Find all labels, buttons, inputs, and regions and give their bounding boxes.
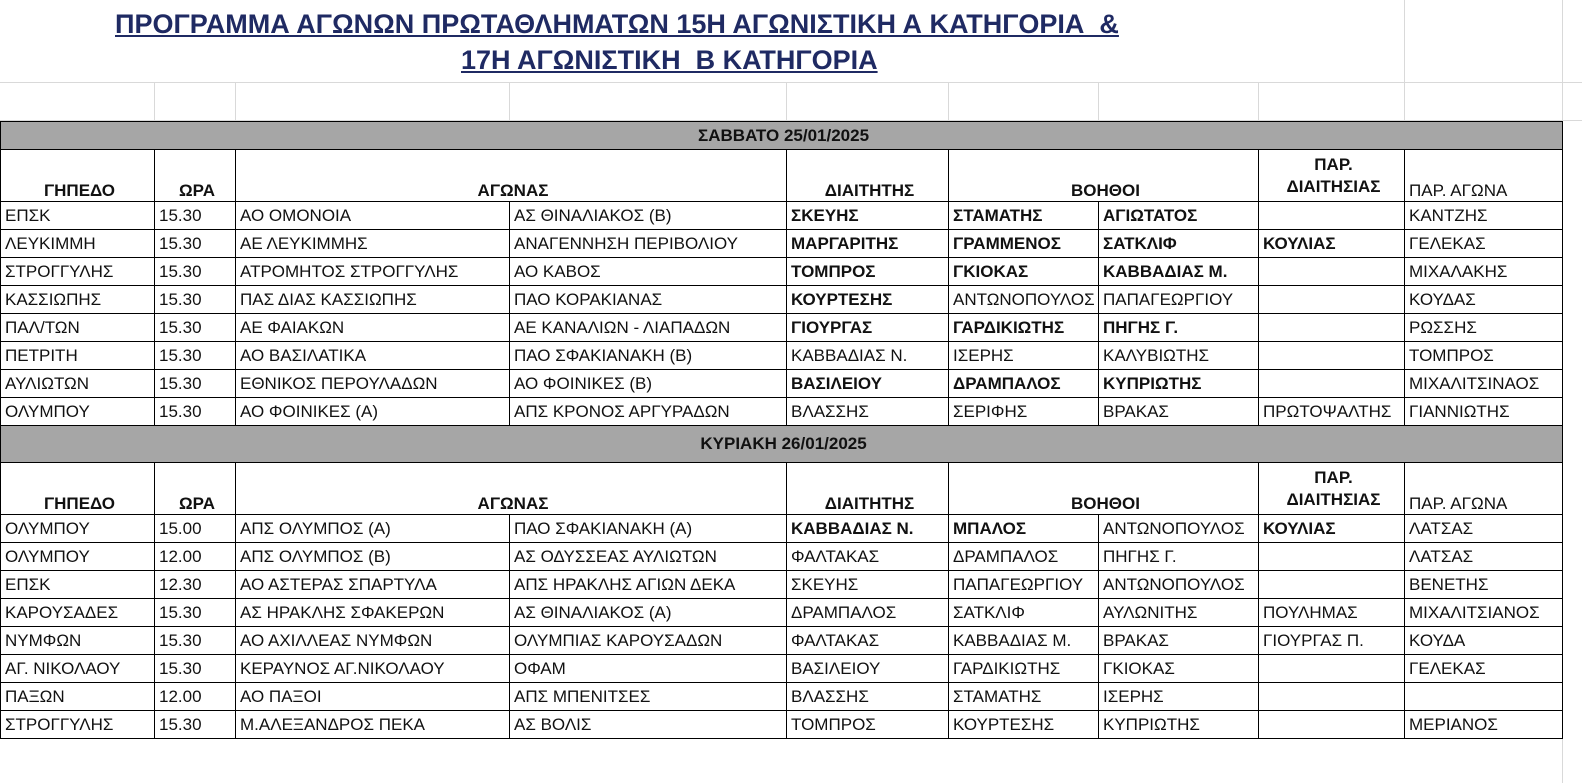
cell-referee: ΦΑΛΤΑΚΑΣ (787, 543, 949, 571)
header-referee: ΔΙΑΙΤΗΤΗΣ (787, 463, 949, 515)
cell-venue: ΟΛΥΜΠΟΥ (1, 398, 155, 426)
cell-assistant-2: ΠΗΓΗΣ Γ. (1099, 543, 1259, 571)
cell-match-observer: ΓΕΛΕΚΑΣ (1405, 230, 1563, 258)
table-row (1, 370, 1563, 398)
cell-venue: ΣΤΡΟΓΓΥΛΗΣ (1, 258, 155, 286)
cell-assistant-1: ΣΤΑΜΑΤΗΣ (949, 683, 1099, 711)
fixtures-table (0, 121, 1563, 739)
cell-assistant-2: ΠΗΓΗΣ Γ. (1099, 314, 1259, 342)
cell-assistant-2: ΙΣΕΡΗΣ (1099, 683, 1259, 711)
cell-venue: ΝΥΜΦΩΝ (1, 627, 155, 655)
cell-assistant-1: ΓΡΑΜΜΕΝΟΣ (949, 230, 1099, 258)
cell-assistant-2: ΚΑΒΒΑΔΙΑΣ Μ. (1099, 258, 1259, 286)
table-row (1, 515, 1563, 543)
cell-assistant-1: ΣΑΤΚΛΙΦ (949, 599, 1099, 627)
cell-ref-observer (1259, 571, 1405, 599)
table-row (1, 286, 1563, 314)
header-ref-observer-line1: ΠΑΡ. (1314, 154, 1353, 174)
cell-time: 15.30 (155, 655, 236, 683)
header-referee: ΔΙΑΙΤΗΤΗΣ (787, 150, 949, 202)
cell-home-team: ΑΟ ΠΑΞΟΙ (236, 683, 510, 711)
cell-home-team: ΑΕ ΦΑΙΑΚΩΝ (236, 314, 510, 342)
cell-ref-observer (1259, 683, 1405, 711)
cell-away-team: ΟΛΥΜΠΙΑΣ ΚΑΡΟΥΣΑΔΩΝ (510, 627, 787, 655)
cell-ref-observer: ΓΙΟΥΡΓΑΣ Π. (1259, 627, 1405, 655)
cell-time: 15.30 (155, 711, 236, 739)
cell-match-observer: ΡΩΣΣΗΣ (1405, 314, 1563, 342)
cell-assistant-1: ΓΑΡΔΙΚΙΩΤΗΣ (949, 655, 1099, 683)
cell-assistant-1: ΓΚΙΟΚΑΣ (949, 258, 1099, 286)
cell-assistant-1: ΚΑΒΒΑΔΙΑΣ Μ. (949, 627, 1099, 655)
cell-match-observer: ΜΙΧΑΛΑΚΗΣ (1405, 258, 1563, 286)
cell-match-observer: ΛΑΤΣΑΣ (1405, 515, 1563, 543)
cell-referee: ΤΟΜΠΡΟΣ (787, 258, 949, 286)
cell-home-team: ΕΘΝΙΚΟΣ ΠΕΡΟΥΛΑΔΩΝ (236, 370, 510, 398)
cell-ref-observer (1259, 370, 1405, 398)
cell-home-team: ΑΠΣ ΟΛΥΜΠΟΣ (Α) (236, 515, 510, 543)
cell-venue: ΠΕΤΡΙΤΗ (1, 342, 155, 370)
cell-match-observer: ΤΟΜΠΡΟΣ (1405, 342, 1563, 370)
header-assistants: ΒΟΗΘΟΙ (949, 463, 1259, 515)
cell-time: 12.30 (155, 571, 236, 599)
cell-venue: ΕΠΣΚ (1, 571, 155, 599)
cell-away-team: ΑΟ ΚΑΒΟΣ (510, 258, 787, 286)
cell-ref-observer: ΚΟΥΛΙΑΣ (1259, 230, 1405, 258)
cell-assistant-1: ΚΟΥΡΤΕΣΗΣ (949, 711, 1099, 739)
cell-referee: ΒΛΑΣΣΗΣ (787, 683, 949, 711)
cell-assistant-1: ΔΡΑΜΠΑΛΟΣ (949, 370, 1099, 398)
cell-assistant-2: ΒΡΑΚΑΣ (1099, 627, 1259, 655)
cell-venue: ΟΛΥΜΠΟΥ (1, 515, 155, 543)
cell-venue: ΚΑΡΟΥΣΑΔΕΣ (1, 599, 155, 627)
cell-time: 15.30 (155, 627, 236, 655)
cell-away-team: ΑΠΣ ΗΡΑΚΛΗΣ ΑΓΙΩΝ ΔΕΚΑ (510, 571, 787, 599)
cell-assistant-1: ΙΣΕΡΗΣ (949, 342, 1099, 370)
cell-time: 12.00 (155, 683, 236, 711)
cell-assistant-1: ΑΝΤΩΝΟΠΟΥΛΟΣ (949, 286, 1099, 314)
cell-assistant-2: ΒΡΑΚΑΣ (1099, 398, 1259, 426)
cell-match-observer: ΒΕΝΕΤΗΣ (1405, 571, 1563, 599)
cell-match-observer: ΚΟΥΔΑ (1405, 627, 1563, 655)
page-title (115, 6, 1405, 78)
cell-assistant-1: ΔΡΑΜΠΑΛΟΣ (949, 543, 1099, 571)
cell-time: 15.30 (155, 314, 236, 342)
cell-assistant-2: ΚΥΠΡΙΩΤΗΣ (1099, 711, 1259, 739)
cell-venue: ΑΓ. ΝΙΚΟΛΑΟΥ (1, 655, 155, 683)
cell-away-team: ΑΣ ΟΔΥΣΣΕΑΣ ΑΥΛΙΩΤΩΝ (510, 543, 787, 571)
cell-home-team: ΑΟ ΦΟΙΝΙΚΕΣ (Α) (236, 398, 510, 426)
table-row (1, 258, 1563, 286)
cell-time: 15.30 (155, 286, 236, 314)
header-time: ΩΡΑ (155, 150, 236, 202)
cell-ref-observer (1259, 342, 1405, 370)
cell-referee: ΔΡΑΜΠΑΛΟΣ (787, 599, 949, 627)
cell-assistant-2: ΚΑΛΥΒΙΩΤΗΣ (1099, 342, 1259, 370)
cell-referee: ΣΚΕΥΗΣ (787, 571, 949, 599)
cell-home-team: Μ.ΑΛΕΞΑΝΔΡΟΣ ΠΕΚΑ (236, 711, 510, 739)
cell-time: 15.30 (155, 398, 236, 426)
cell-match-observer: ΛΑΤΣΑΣ (1405, 543, 1563, 571)
header-ref-observer-line1: ΠΑΡ. (1314, 467, 1353, 487)
cell-time: 15.30 (155, 230, 236, 258)
table-row (1, 230, 1563, 258)
cell-assistant-2: ΑΝΤΩΝΟΠΟΥΛΟΣ (1099, 515, 1259, 543)
cell-home-team: ΑΤΡΟΜΗΤΟΣ ΣΤΡΟΓΓΥΛΗΣ (236, 258, 510, 286)
cell-match-observer: ΚΟΥΔΑΣ (1405, 286, 1563, 314)
table-row (1, 398, 1563, 426)
cell-home-team: ΑΕ ΛΕΥΚΙΜΜΗΣ (236, 230, 510, 258)
cell-time: 15.30 (155, 258, 236, 286)
cell-ref-observer (1259, 711, 1405, 739)
cell-away-team: ΠΑΟ ΚΟΡΑΚΙΑΝΑΣ (510, 286, 787, 314)
header-match-observer: ΠΑΡ. ΑΓΩΝΑ (1405, 463, 1563, 515)
header-match: ΑΓΩΝΑΣ (236, 150, 787, 202)
cell-assistant-1: ΜΠΑΛΟΣ (949, 515, 1099, 543)
cell-home-team: ΑΣ ΗΡΑΚΛΗΣ ΣΦΑΚΕΡΩΝ (236, 599, 510, 627)
cell-match-observer: ΜΙΧΑΛΙΤΣΙΑΝΟΣ (1405, 599, 1563, 627)
header-ref-observer-line2: ΔΙΑΙΤΗΣΙΑΣ (1286, 176, 1381, 196)
table-row (1, 655, 1563, 683)
table-row (1, 627, 1563, 655)
cell-referee: ΜΑΡΓΑΡΙΤΗΣ (787, 230, 949, 258)
cell-venue: ΚΑΣΣΙΩΠΗΣ (1, 286, 155, 314)
cell-assistant-1: ΠΑΠΑΓΕΩΡΓΙΟΥ (949, 571, 1099, 599)
header-match: ΑΓΩΝΑΣ (236, 463, 787, 515)
cell-match-observer: ΚΑΝΤΖΗΣ (1405, 202, 1563, 230)
table-row (1, 342, 1563, 370)
cell-away-team: ΠΑΟ ΣΦΑΚΙΑΝΑΚΗ (Β) (510, 342, 787, 370)
cell-referee: ΣΚΕΥΗΣ (787, 202, 949, 230)
header-assistants: ΒΟΗΘΟΙ (949, 150, 1259, 202)
cell-assistant-1: ΣΕΡΙΦΗΣ (949, 398, 1099, 426)
cell-away-team: ΑΠΣ ΚΡΟΝΟΣ ΑΡΓΥΡΑΔΩΝ (510, 398, 787, 426)
cell-match-observer: ΜΕΡΙΑΝΟΣ (1405, 711, 1563, 739)
cell-ref-observer: ΚΟΥΛΙΑΣ (1259, 515, 1405, 543)
header-venue: ΓΗΠΕΔΟ (1, 463, 155, 515)
cell-assistant-2: ΣΑΤΚΛΙΦ (1099, 230, 1259, 258)
table-row (1, 683, 1563, 711)
cell-venue: ΣΤΡΟΓΓΥΛΗΣ (1, 711, 155, 739)
cell-referee: ΚΟΥΡΤΕΣΗΣ (787, 286, 949, 314)
cell-assistant-2: ΠΑΠΑΓΕΩΡΓΙΟΥ (1099, 286, 1259, 314)
saturday-rows (1, 202, 1563, 426)
cell-referee: ΒΛΑΣΣΗΣ (787, 398, 949, 426)
cell-home-team: ΑΟ ΒΑΣΙΛΑΤΙΚΑ (236, 342, 510, 370)
cell-away-team: ΑΣ ΒΟΛΙΣ (510, 711, 787, 739)
cell-referee: ΒΑΣΙΛΕΙΟΥ (787, 655, 949, 683)
header-ref-observer-line2: ΔΙΑΙΤΗΣΙΑΣ (1286, 489, 1381, 509)
cell-venue: ΕΠΣΚ (1, 202, 155, 230)
cell-assistant-2: ΓΚΙΟΚΑΣ (1099, 655, 1259, 683)
table-row (1, 599, 1563, 627)
table-row (1, 571, 1563, 599)
cell-referee: ΤΟΜΠΡΟΣ (787, 711, 949, 739)
cell-ref-observer (1259, 202, 1405, 230)
cell-away-team: ΑΝΑΓΕΝΝΗΣΗ ΠΕΡΙΒΟΛΙΟΥ (510, 230, 787, 258)
cell-time: 15.30 (155, 599, 236, 627)
cell-assistant-2: ΑΥΛΩΝΙΤΗΣ (1099, 599, 1259, 627)
title-line-1: ΠΡΟΓΡΑΜΜΑ ΑΓΩΝΩΝ ΠΡΩΤΑΘΛΗΜΑΤΩΝ 15Η ΑΓΩΝΙΣΤΙΚΗ Α ΚΑΤΗΓΟΡΙΑ & (115, 9, 1119, 39)
cell-assistant-2: ΚΥΠΡΙΩΤΗΣ (1099, 370, 1259, 398)
sunday-rows (1, 515, 1563, 739)
header-ref-observer (1259, 150, 1405, 202)
cell-referee: ΒΑΣΙΛΕΙΟΥ (787, 370, 949, 398)
header-match-observer: ΠΑΡ. ΑΓΩΝΑ (1405, 150, 1563, 202)
header-venue: ΓΗΠΕΔΟ (1, 150, 155, 202)
cell-assistant-1: ΣΤΑΜΑΤΗΣ (949, 202, 1099, 230)
cell-venue: ΟΛΥΜΠΟΥ (1, 543, 155, 571)
table-row (1, 202, 1563, 230)
cell-time: 15.30 (155, 202, 236, 230)
cell-home-team: ΠΑΣ ΔΙΑΣ ΚΑΣΣΙΩΠΗΣ (236, 286, 510, 314)
cell-home-team: ΚΕΡΑΥΝΟΣ ΑΓ.ΝΙΚΟΛΑΟΥ (236, 655, 510, 683)
cell-time: 15.00 (155, 515, 236, 543)
cell-ref-observer: ΠΡΩΤΟΨΑΛΤΗΣ (1259, 398, 1405, 426)
cell-referee: ΦΑΛΤΑΚΑΣ (787, 627, 949, 655)
cell-ref-observer (1259, 655, 1405, 683)
cell-venue: ΛΕΥΚΙΜΜΗ (1, 230, 155, 258)
cell-away-team: ΑΣ ΘΙΝΑΛΙΑΚΟΣ (Β) (510, 202, 787, 230)
saturday-day-label: ΣΑΒΒΑΤΟ 25/01/2025 (1, 122, 1563, 150)
cell-assistant-2: ΑΓΙΩΤΑΤΟΣ (1099, 202, 1259, 230)
cell-ref-observer (1259, 258, 1405, 286)
table-row (1, 711, 1563, 739)
cell-referee: ΓΙΟΥΡΓΑΣ (787, 314, 949, 342)
cell-away-team: ΑΕ ΚΑΝΑΛΙΩΝ - ΛΙΑΠΑΔΩΝ (510, 314, 787, 342)
cell-match-observer: ΓΕΛΕΚΑΣ (1405, 655, 1563, 683)
table-row (1, 314, 1563, 342)
header-time: ΩΡΑ (155, 463, 236, 515)
cell-match-observer (1405, 683, 1563, 711)
cell-match-observer: ΓΙΑΝΝΙΩΤΗΣ (1405, 398, 1563, 426)
cell-ref-observer (1259, 543, 1405, 571)
cell-match-observer: ΜΙΧΑΛΙΤΣΙΝΑΟΣ (1405, 370, 1563, 398)
cell-away-team: ΑΠΣ ΜΠΕΝΙΤΣΕΣ (510, 683, 787, 711)
table-row (1, 543, 1563, 571)
title-line-2: 17Η ΑΓΩΝΙΣΤΙΚΗ Β ΚΑΤΗΓΟΡΙΑ (461, 45, 878, 75)
cell-ref-observer (1259, 314, 1405, 342)
cell-home-team: ΑΟ ΑΣΤΕΡΑΣ ΣΠΑΡΤΥΛΑ (236, 571, 510, 599)
cell-away-team: ΑΟ ΦΟΙΝΙΚΕΣ (Β) (510, 370, 787, 398)
cell-time: 12.00 (155, 543, 236, 571)
cell-away-team: ΑΣ ΘΙΝΑΛΙΑΚΟΣ (Α) (510, 599, 787, 627)
cell-away-team: ΠΑΟ ΣΦΑΚΙΑΝΑΚΗ (Α) (510, 515, 787, 543)
cell-time: 15.30 (155, 370, 236, 398)
sunday-day-label: ΚΥΡΙΑΚΗ 26/01/2025 (1, 426, 1563, 463)
cell-venue: ΑΥΛΙΩΤΩΝ (1, 370, 155, 398)
cell-venue: ΠΑΛ/ΤΩΝ (1, 314, 155, 342)
cell-ref-observer: ΠΟΥΛΗΜΑΣ (1259, 599, 1405, 627)
cell-referee: ΚΑΒΒΑΔΙΑΣ Ν. (787, 515, 949, 543)
cell-away-team: ΟΦΑΜ (510, 655, 787, 683)
header-ref-observer (1259, 463, 1405, 515)
cell-referee: ΚΑΒΒΑΔΙΑΣ Ν. (787, 342, 949, 370)
cell-assistant-1: ΓΑΡΔΙΚΙΩΤΗΣ (949, 314, 1099, 342)
cell-home-team: ΑΟ ΑΧΙΛΛΕΑΣ ΝΥΜΦΩΝ (236, 627, 510, 655)
cell-ref-observer (1259, 286, 1405, 314)
cell-venue: ΠΑΞΩΝ (1, 683, 155, 711)
cell-home-team: ΑΠΣ ΟΛΥΜΠΟΣ (Β) (236, 543, 510, 571)
cell-assistant-2: ΑΝΤΩΝΟΠΟΥΛΟΣ (1099, 571, 1259, 599)
cell-home-team: ΑΟ ΟΜΟΝΟΙΑ (236, 202, 510, 230)
cell-time: 15.30 (155, 342, 236, 370)
